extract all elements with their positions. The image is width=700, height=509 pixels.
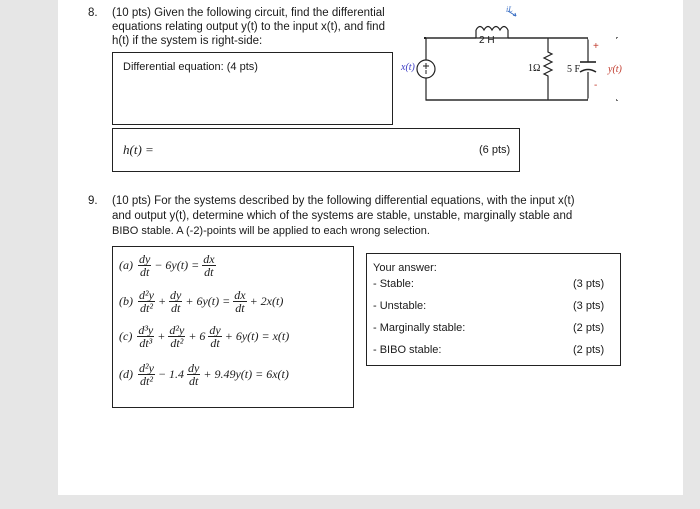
q9-line-2: and output y(t), determine which of the systems are stable, unstable, marginally stable and [112,210,573,222]
q9-number: 9. [88,195,98,207]
q8-number: 8. [88,7,98,19]
answer-box[interactable] [366,253,621,366]
diffeq-label: Differential equation: (4 pts) [123,61,258,73]
answer-bibo-points: (2 pts) [573,344,605,356]
equation-c: (c) $\frac{\text{d³y}}{\text{dt³}}$ + $\frac{\text{d²y}}{\text{dt²}}$ + 6 $\frac{dy}{dt}$ + 6y(t) = x(t) [119,323,290,350]
rlc-circuit-diagram [388,0,618,110]
equation-b-label: (b) [119,294,133,308]
output-plus: + [593,41,599,52]
resistor-label: 1Ω [528,63,541,74]
equation-c-label: (c) [119,329,133,343]
inductor-symbol [476,27,508,31]
answer-stable-label[interactable]: - Stable: [373,278,414,290]
answer-marginal-label[interactable]: - Marginally stable: [373,322,466,334]
q8-line-1: (10 pts) Given the following circuit, find the differential [112,7,385,19]
worksheet-page [58,0,683,495]
ht-label: h(t) = [123,142,154,157]
answer-marginal-points: (2 pts) [573,322,605,334]
answer-stable-points: (3 pts) [573,278,605,290]
answer-unstable-label[interactable]: - Unstable: [373,300,427,312]
equation-a-label: (a) [119,258,133,272]
answer-header: Your answer: [373,262,437,274]
q9-line-1: (10 pts) For the systems described by the following differential equations, with the input x(t) [112,195,575,207]
q9-line-3: BIBO stable. A (-2)-points will be applied to each wrong selection. [112,225,430,237]
answer-unstable-points: (3 pts) [573,300,605,312]
equation-a: (a) $\frac{dy}{dt}$ − 6y(t) = $\frac{dx}{dt}$ [119,252,215,279]
equation-d-label: (d) [119,367,133,381]
ht-points: (6 pts) [479,144,511,156]
input-label: x(t) [401,62,415,73]
output-minus: - [594,80,598,91]
current-label: iL [506,5,513,14]
answer-bibo-label[interactable]: - BIBO stable: [373,344,442,356]
inductor-label: 2 H [479,35,495,46]
ht-answer-box[interactable] [112,128,520,172]
output-label: y(t) [608,64,622,75]
capacitor-label: 5 F [567,64,581,75]
equation-d: (d) $\frac{\text{d²y}}{\text{dt²}}$ − 1.4 $\frac{dy}{dt}$ + 9.49y(t) = 6x(t) [119,361,289,388]
q8-line-2: equations relating output y(t) to the input x(t), and find [112,21,385,33]
equations-box [112,246,354,408]
diffeq-answer-box[interactable] [112,52,393,125]
q8-line-3: h(t) if the system is right-side: [112,35,263,47]
equation-b: (b) $\frac{\text{d²y}}{\text{dt²}}$ + $\frac{dy}{dt}$ + 6y(t) = $\frac{dx}{dt}$ + 2x(t) [119,288,284,315]
